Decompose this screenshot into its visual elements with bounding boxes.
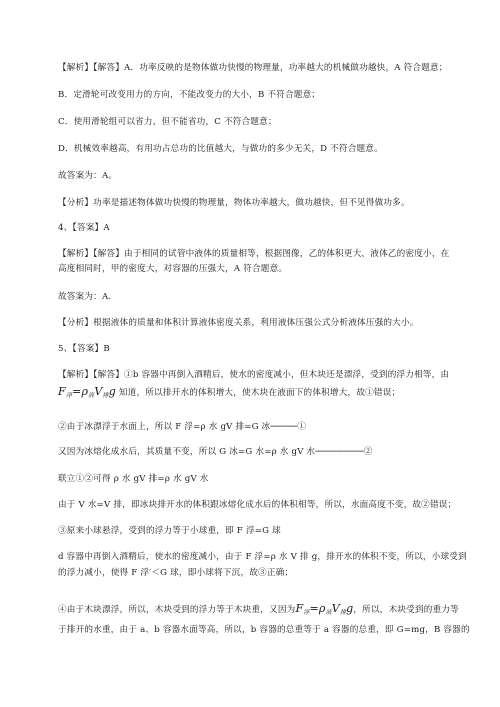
analysis-line-5b: $F_浮=\rho_液V_排g$ 知道，所以排开水的体积增大，使木块在液面下的体积增大，故①错误；: [58, 385, 401, 399]
summary-line-3: 【分析】功率是描述物体做功快慢的物理量，物体功率越大，做功越快，但不见得做功多。: [58, 198, 410, 208]
option-c-line: C．使用滑轮组可以省力，但不能省功，C 不符合题意；: [58, 117, 277, 127]
option-b-line: B．定滑轮可改变用力的方向，不能改变力的大小，B 不符合题意；: [58, 90, 321, 100]
block-line-1a: ④由于木块漂浮，所以，木块受到的浮力等于木块重，又因为$F_浮=\rho_液V_排g$，所以，木块受到的重力等: [58, 602, 459, 616]
question-4-answer: 4、【答案】A: [58, 223, 110, 233]
question-5-answer: 5、【答案】B: [58, 344, 110, 354]
ball-line-2a: d 容器中再倒入酒精后，使水的密度减小，由于 F 浮=ρ 水 V 排 g，排开水的体积不变，所以，小球受到: [58, 552, 467, 562]
option-d-line: D．机械效率越高，有用功占总功的比值越大，与做功的多少无关，D 不符合题意。: [58, 144, 383, 154]
analysis-line-3a: 【解析】【解答】A．功率反映的是物体做功快慢的物理量，功率越大的机械做功越快，A 符合题意；: [58, 63, 448, 73]
ball-line-1: ③原来小球悬浮，受到的浮力等于小球重，即 F 浮=G 球: [58, 526, 281, 536]
ice-line-3: 联立①②可得 ρ 水 gV 排=ρ 水 gV 水: [58, 474, 209, 484]
ice-line-1: ②由于冰漂浮于水面上，所以 F 浮=ρ 水 gV 排=G 冰─────①: [58, 422, 307, 432]
summary-line-4: 【分析】根据液体的质量和体积计算液体密度关系，利用液体压强公式分析液体压强的大小。: [58, 318, 419, 328]
analysis-line-5a: 【解析】【解答】①b 容器中再倒入酒精后，使水的密度减小，但木块还是漂浮，受到的浮力相等，由: [58, 370, 450, 380]
answer-line-4: 故答案为：A.: [58, 292, 112, 302]
ice-line-4: 由于 V 水=V 排，即冰块排开水的体积跟冰熔化成水后的体积相等，所以，水面高度不变，故②错误；: [58, 500, 457, 510]
ice-line-2: 又因为冰熔化成水后，其质量不变，所以 G 冰=G 水=ρ 水 gV 水─────────②: [58, 447, 373, 457]
analysis-line-4b: 高度相同时，甲的密度大，对容器的压强大，A 符合题意。: [58, 264, 288, 274]
buoyancy-formula: $F_浮=\rho_液V_排g$: [58, 385, 116, 399]
buoyancy-formula-2: $F_浮=\rho_液V_排g$: [295, 602, 354, 616]
answer-line-3: 故答案为：A。: [58, 171, 118, 181]
analysis-line-4a: 【解析】【解答】由于相同的试管中液体的质量相等，根据图像，乙的体积更大，液体乙的密度小，在: [58, 249, 450, 259]
block-line-1b: 于排开的水重，由于 a、b 容器水面等高，所以，b 容器的总重等于 a 容器的总重，即 G=mg，B 容器的: [58, 625, 470, 635]
ball-line-2b: 的浮力减小，使得 F 浮′＜G 球，即小球将下沉，故③正确；: [58, 568, 294, 578]
